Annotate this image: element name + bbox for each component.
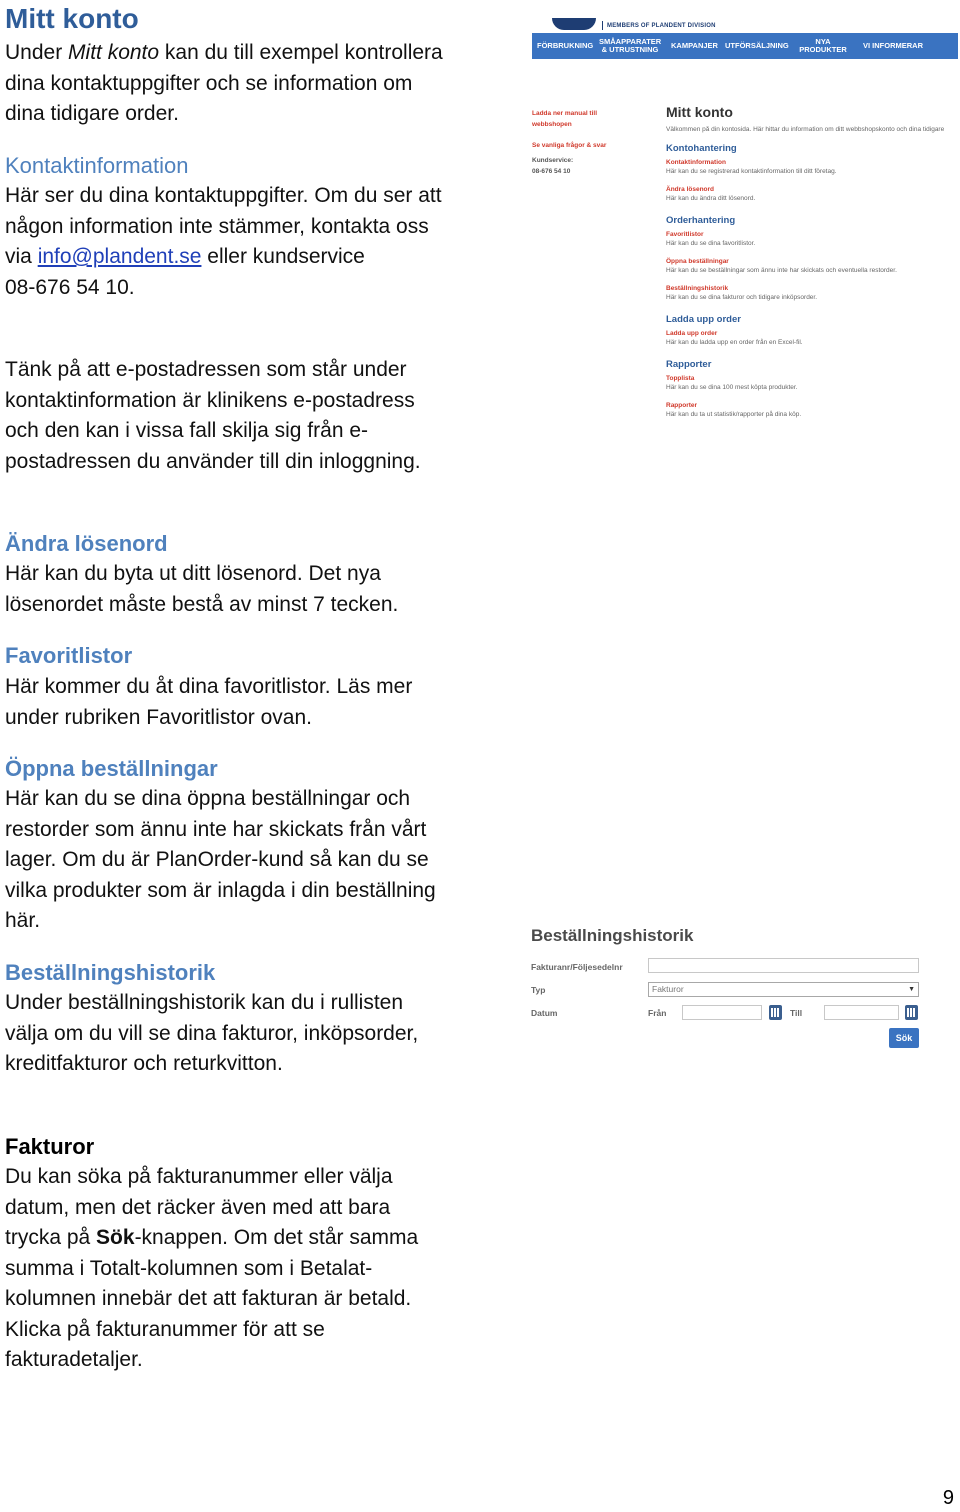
tank-paragraph: Tänk på att e-postadressen som står under kontaktinformation är klinikens e-postadress och den kan i vissa fall skilja sig från e-postadressen du använder till din inloggning. (5, 358, 421, 473)
link-bestallningshistorik[interactable]: Beställningshistorik (666, 285, 729, 292)
losenord-heading: Ändra lösenord (5, 531, 168, 556)
nav-utforsaljning[interactable]: UTFÖRSÄLJNING (725, 41, 789, 50)
plandent-logo (552, 18, 596, 30)
bestallningshistorik-title: Beställningshistorik (531, 926, 694, 945)
desc-topplista: Här kan du se dina 100 mest köpta produkter. (666, 384, 798, 391)
section-orderhantering: Orderhantering (666, 215, 736, 226)
oppna-heading: Öppna beställningar (5, 756, 218, 781)
site-topbar (520, 18, 960, 32)
kundservice-phone: 08-676 54 10 (532, 168, 571, 175)
page-title: Mitt konto (5, 3, 139, 34)
desc-bestallningshistorik: Här kan du se dina fakturor och tidigare inköpsorder. (666, 294, 818, 301)
nav-vi-informerar[interactable]: VI INFORMERAR (863, 41, 923, 50)
intro-paragraph (5, 38, 450, 130)
datum-label: Datum (531, 1008, 558, 1018)
kontakt-heading: Kontaktinformation (5, 153, 189, 178)
fakturor-heading: Fakturor (5, 1134, 95, 1159)
fakturor-paragraph (5, 1162, 450, 1376)
manual-link[interactable]: Ladda ner manual till webbshopen (532, 110, 598, 128)
desc-oppna-bestallningar: Här kan du se beställningar som ännu inte har skickats och eventuella restorder. (666, 267, 897, 274)
fakturor-text-post: -knappen. Om det står samma summa i Totalt-kolumnen som i Betalat-kolumnen innebär det att fakturan är betald. Klicka på fakturanummer för att se fakturadetaljer. (5, 1226, 419, 1371)
favorit-heading: Favoritlistor (5, 643, 133, 668)
kontakt-phone: 08-676 54 10. (5, 275, 135, 299)
till-input[interactable] (824, 1005, 899, 1020)
main-navbar (532, 33, 958, 59)
kontakt-paragraph (5, 181, 450, 303)
favorit-paragraph: Här kommer du åt dina favoritlistor. Läs mer under rubriken Favoritlistor ovan. (5, 675, 413, 729)
intro-text-pre: Under (5, 41, 69, 64)
bestallningshistorik-screenshot (522, 918, 922, 1058)
fran-input[interactable] (682, 1005, 762, 1020)
typ-label: Typ (531, 985, 546, 995)
link-oppna-bestallningar[interactable]: Öppna beställningar (666, 258, 729, 265)
typ-select[interactable] (648, 982, 919, 997)
nav-smaapparater[interactable]: SMÅAPPARATER & UTRUSTNING (599, 37, 662, 54)
section-kontohantering: Kontohantering (666, 143, 737, 154)
desc-ladda-upp-order: Här kan du ladda upp en order från en Excel-fil. (666, 339, 803, 346)
intro-emphasis: Mitt konto (68, 41, 160, 64)
desc-kontaktinformation: Här kan du se registrerad kontaktinformation till ditt företag. (666, 168, 837, 175)
members-text: MEMBERS OF PLANDENT DIVISION (602, 21, 716, 30)
historik-paragraph: Under beställningshistorik kan du i rullisten välja om du vill se dina fakturor, inköpsorder, kreditfakturor och returkvitton. (5, 991, 419, 1075)
fakturor-bold: Sök (96, 1226, 135, 1249)
till-label: Till (790, 1008, 803, 1018)
section-rapporter: Rapporter (666, 359, 712, 370)
link-topplista[interactable]: Topplista (666, 375, 695, 382)
sok-button[interactable]: Sök (889, 1028, 919, 1048)
desc-rapporter: Här kan du ta ut statistik/rapporter på dina köp. (666, 411, 802, 418)
calendar-icon[interactable] (769, 1005, 782, 1020)
account-welcome: Välkommen på din kontosida. Här hittar du information om ditt webbshopskonto och dina tidigare (666, 126, 945, 133)
email-link[interactable]: info@plandent.se (37, 245, 202, 268)
losenord-paragraph: Här kan du byta ut ditt lösenord. Det nya lösenordet måste bestå av minst 7 tecken. (5, 562, 399, 616)
link-andra-losenord[interactable]: Ändra lösenord (666, 186, 715, 193)
desc-andra-losenord: Här kan du ändra ditt lösenord. (666, 195, 756, 202)
fran-label: Från (648, 1008, 667, 1018)
nav-kampanjer[interactable]: KAMPANJER (671, 41, 718, 50)
typ-select-value: Fakturor (652, 984, 684, 994)
nav-nya-produkter[interactable]: NYA PRODUKTER (799, 37, 847, 54)
fakturor-text-pre: Du kan söka på fakturanummer eller välja datum, men det räcker även med att bara trycka på (5, 1165, 393, 1249)
link-ladda-upp-order[interactable]: Ladda upp order (666, 330, 718, 337)
oppna-paragraph: Här kan du se dina öppna beställningar och restorder som ännu inte har skickats från vårt lager. Om du är PlanOrder-kund så kan du se vilka produkter som är inlagda i din beställning här. (5, 787, 436, 932)
page-number: 9 (942, 1487, 954, 1509)
intro-text-post: kan du till exempel kontrollera dina kontaktuppgifter och se information om dina tidigare order. (5, 41, 443, 125)
mitt-konto-screenshot (520, 18, 960, 488)
faq-link[interactable]: Se vanliga frågor & svar (532, 142, 607, 149)
link-kontaktinformation[interactable]: Kontaktinformation (666, 159, 726, 166)
account-title: Mitt konto (666, 104, 733, 120)
link-rapporter[interactable]: Rapporter (666, 402, 698, 409)
dropdown-arrow-icon: ▼ (908, 986, 915, 993)
account-main (666, 104, 960, 428)
kontakt-text-post: eller kundservice (201, 245, 365, 268)
section-ladda-upp-order: Ladda upp order (666, 314, 741, 325)
calendar-icon[interactable] (905, 1005, 918, 1020)
side-column (532, 108, 652, 177)
fakturanr-input[interactable] (648, 958, 919, 973)
link-favoritlistor[interactable]: Favoritlistor (666, 231, 704, 238)
nav-forbrukning[interactable]: FÖRBRUKNING (537, 41, 594, 50)
historik-heading: Beställningshistorik (5, 960, 216, 985)
fakturanr-label: Fakturanr/Följesedelnr (531, 962, 623, 972)
kundservice-label: Kundservice: (532, 157, 574, 164)
desc-favoritlistor: Här kan du se dina favoritlistor. (666, 240, 756, 247)
kontakt-text-pre: Här ser du dina kontaktuppgifter. Om du ser att någon information inte stämmer, kontakta oss via (5, 184, 442, 268)
